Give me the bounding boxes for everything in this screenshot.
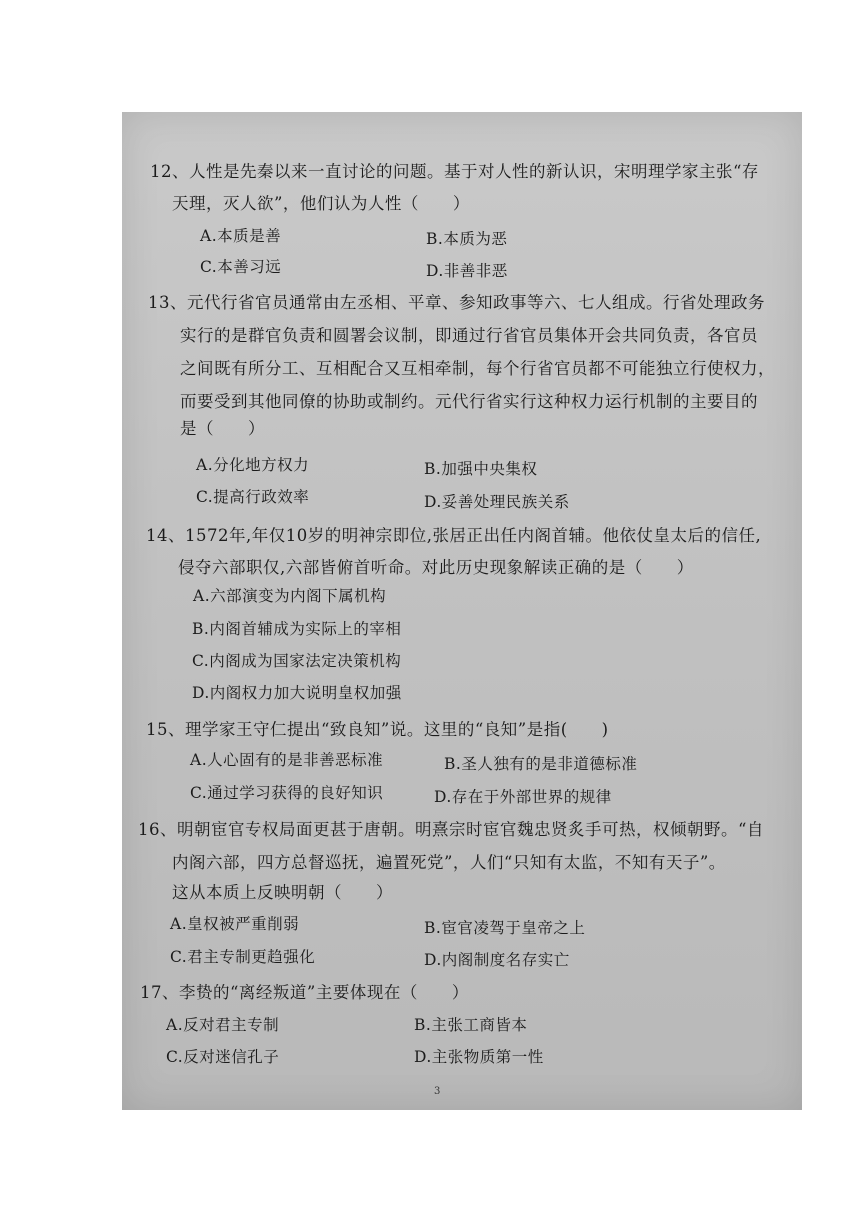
page-number: 3 — [434, 1086, 441, 1097]
q13-stem-line-5: 是（ ） — [180, 419, 265, 438]
q12-option-b: B.本质为恶 — [426, 230, 508, 248]
q14-option-b: B.内阁首辅成为实际上的宰相 — [192, 620, 402, 638]
q15-option-a: A.人心固有的是非善恶标准 — [190, 751, 384, 769]
q16-stem-line-1: 16、明朝宦官专权局面更甚于唐朝。明熹宗时宦官魏忠贤炙手可热，权倾朝野。“自 — [138, 820, 764, 839]
q16-option-c: C.君主专制更趋强化 — [170, 948, 316, 966]
q16-option-d: D.内阁制度名存实亡 — [424, 951, 570, 969]
q13-stem-line-3: 之间既有所分工、互相配合又互相牵制，每个行省官员都不可能独立行使权力， — [180, 359, 775, 378]
q13-stem-line-4: 而要受到其他同僚的协助或制约。元代行省实行这种权力运行机制的主要目的 — [180, 392, 758, 411]
q14-option-c: C.内阁成为国家法定决策机构 — [192, 652, 402, 670]
q17-option-d: D.主张物质第一性 — [414, 1048, 544, 1066]
q12-option-a: A.本质是善 — [200, 227, 282, 245]
q14-option-a: A.六部演变为内阁下属机构 — [193, 587, 387, 605]
q17-option-c: C.反对迷信孔子 — [166, 1048, 280, 1066]
q13-option-d: D.妥善处理民族关系 — [424, 493, 570, 511]
q13-stem-line-2: 实行的是群官负责和圆署会议制，即通过行省官员集体开会共同负责，各官员 — [180, 326, 758, 345]
q14-stem-line-1: 14、1572年,年仅10岁的明神宗即位,张居正出任内阁首辅。他依仗皇太后的信任, — [146, 526, 762, 545]
q13-option-c: C.提高行政效率 — [196, 488, 310, 506]
q15-option-b: B.圣人独有的是非道德标准 — [444, 755, 638, 773]
q14-stem-line-2: 侵夺六部职仅,六部皆俯首听命。对此历史现象解读正确的是（ ） — [178, 558, 694, 577]
q12-stem-line-2: 天理，灭人欲”，他们认为人性（ ） — [172, 194, 470, 213]
q17-option-b: B.主张工商皆本 — [414, 1016, 528, 1034]
q12-option-d: D.非善非恶 — [426, 262, 508, 280]
q12-stem-line-1: 12、人性是先秦以来一直讨论的问题。基于对人性的新认识，宋明理学家主张“存 — [150, 162, 759, 181]
q13-option-b: B.加强中央集权 — [424, 460, 538, 478]
q16-option-a: A.皇权被严重削弱 — [170, 915, 300, 933]
q15-option-c: C.通过学习获得的良好知识 — [190, 784, 384, 802]
q13-option-a: A.分化地方权力 — [196, 456, 310, 474]
q12-option-c: C.本善习远 — [200, 258, 282, 276]
q17-stem-line-1: 17、李贽的“离经叛道”主要体现在（ ） — [140, 983, 469, 1002]
q16-option-b: B.宦官凌驾于皇帝之上 — [424, 919, 586, 937]
q17-option-a: A.反对君主专制 — [166, 1016, 280, 1034]
q15-option-d: D.存在于外部世界的规律 — [434, 788, 612, 806]
q16-stem-line-3: 这从本质上反映明朝（ ） — [172, 883, 393, 902]
q15-stem-line-1: 15、理学家王守仁提出“致良知”说。这里的“良知”是指( ) — [146, 720, 609, 739]
q13-stem-line-1: 13、元代行省官员通常由左丞相、平章、参知政事等六、七人组成。行省处理政务 — [148, 293, 765, 312]
q16-stem-line-2: 内阁六部，四方总督巡抚，遍置死党”，人们“只知有太监，不知有天子”。 — [172, 853, 726, 872]
q14-option-d: D.内阁权力加大说明皇权加强 — [192, 684, 402, 702]
